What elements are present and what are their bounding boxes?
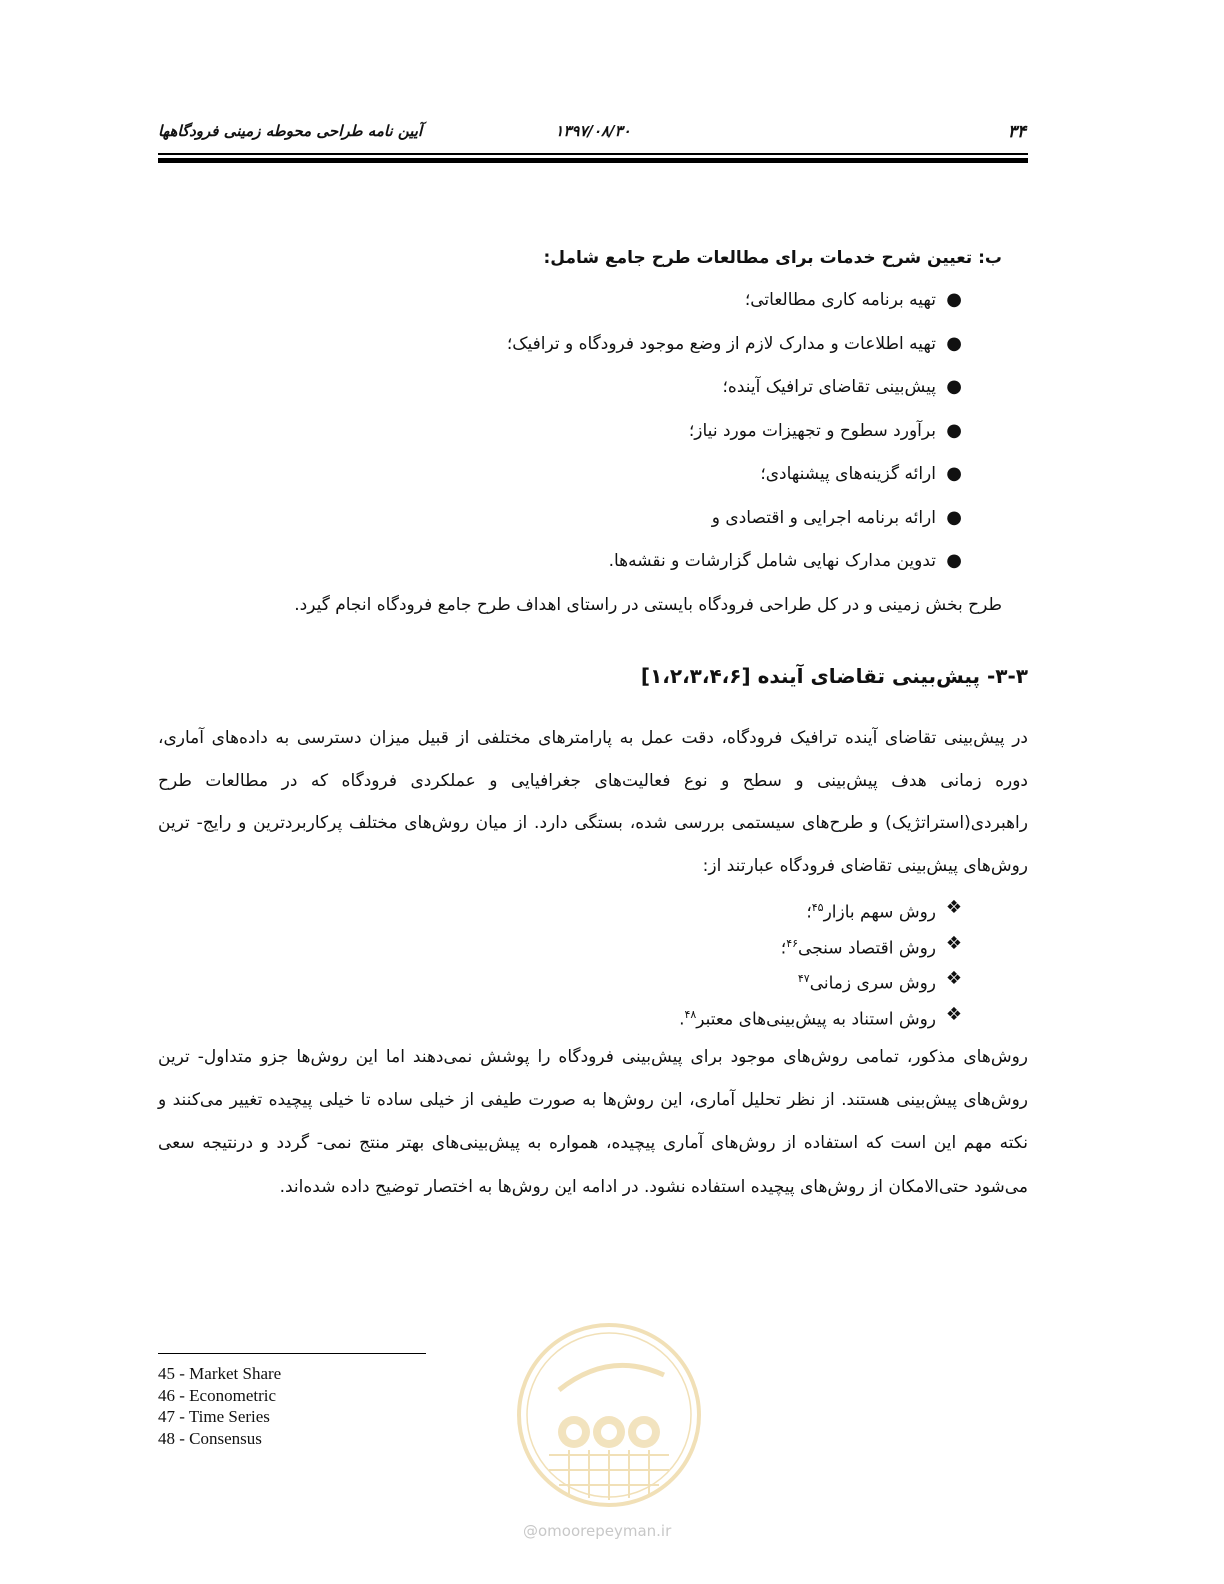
diamond-bullet-icon: ❖ [945, 968, 962, 989]
watermark-logo-icon [514, 1320, 704, 1510]
footnote-ref[interactable]: ۴۶ [786, 936, 799, 950]
section-heading: ۳-۳- پیش‌بینی تقاضای آینده [۱،۲،۳،۴،۶] [640, 664, 1028, 688]
bullet-dot-icon: ● [946, 376, 962, 397]
footnote-divider [158, 1353, 426, 1354]
header-rule-thick [158, 158, 1028, 163]
body-paragraph: روش‌های مذکور، تمامی روش‌های موجود برای پیش‌بینی فرودگاه را پوشش نمی‌دهند اما این روش‌ها جزو متداول- ترین روش‌های پیش‌بینی هستند. از نظر تحلیل آماری، این روش‌ها به صورت طیفی از خیلی ساده تا خیلی پیچیده تغییر می‌کنند و نکته مهم این است که استفاده از روش‌های آماری پیچیده، همواره به پیش‌بینی‌های بهتر منتج نمی- گردد و درنتیجه سعی می‌شود حتی‌الامکان از روش‌های پیچیده استفاده نشود. در ادامه این روش‌ها به اختصار توضیح داده شده‌اند. [158, 1047, 1028, 1197]
footnote-ref[interactable]: ۴۸ [684, 1007, 697, 1021]
list-item: ● تدوین مدارک نهایی شامل گزارشات و نقشه‌ها. [507, 546, 962, 590]
bullet-dot-icon: ● [946, 506, 962, 528]
bullet-dot-icon: ● [946, 463, 962, 484]
footnote: 46 - Econometric [158, 1385, 277, 1405]
section-b-heading: ب: تعیین شرح خدمات برای مطالعات طرح جامع شامل: [543, 248, 1002, 268]
footnote-ref[interactable]: ۴۷ [797, 972, 810, 985]
page-header [158, 118, 1028, 148]
services-list [507, 285, 962, 590]
list-item: ❖ روش سهم بازار$^{۴۵}$؛ [679, 892, 962, 928]
footnotes [158, 1363, 281, 1449]
footnote: 48 - Consensus [158, 1428, 262, 1448]
bullet-dot-icon: ● [946, 550, 962, 571]
diamond-bullet-icon: ❖ [945, 897, 962, 918]
section-b-closing: طرح بخش زمینی و در کل طراحی فرودگاه بایستی در راستای اهداف طرح جامع فرودگاه انجام گیرد. [294, 595, 1002, 615]
list-item: ● تهیه برنامه کاری مطالعاتی؛ [507, 285, 962, 329]
watermark-url: @omoorepeyman.ir [523, 1522, 672, 1540]
diamond-bullet-icon: ❖ [945, 1003, 962, 1025]
list-item: ❖ روش سری زمانی$^{۴۷}$ [679, 963, 962, 999]
header-date: ۱۳۹۷/۰۸/۳۰ [555, 122, 631, 140]
list-item: ● ارائه برنامه اجرایی و اقتصادی و [507, 503, 962, 547]
bullet-dot-icon: ● [946, 332, 962, 354]
list-item: ● ارائه گزینه‌های پیشنهادی؛ [507, 459, 962, 503]
page-number: ۳۴ [1007, 122, 1026, 142]
list-item: ● برآورد سطوح و تجهیزات مورد نیاز؛ [507, 416, 962, 460]
list-item: ❖ روش استناد به پیش‌بینی‌های معتبر$^{۴۸}$. [679, 999, 962, 1035]
bullet-dot-icon: ● [946, 419, 962, 441]
diamond-bullet-icon: ❖ [945, 932, 962, 954]
header-title: آیین نامه طراحی محوطه زمینی فرودگاهها [158, 122, 423, 140]
bullet-dot-icon: ● [946, 289, 962, 310]
footnote: 45 - Market Share [158, 1364, 282, 1383]
header-rule-thin [158, 153, 1028, 155]
list-item: ● تهیه اطلاعات و مدارک لازم از وضع موجود فرودگاه و ترافیک؛ [507, 329, 962, 373]
footnote-ref[interactable]: ۴۵ [811, 901, 824, 914]
methods-list [679, 892, 962, 1034]
list-item: ● پیش‌بینی تقاضای ترافیک آینده؛ [507, 372, 962, 416]
list-item: ❖ روش اقتصاد سنجی$^{۴۶}$؛ [679, 928, 962, 964]
intro-paragraph: در پیش‌بینی تقاضای آینده ترافیک فرودگاه، دقت عمل به پارامترهای مختلفی از قبیل میزان دسترسی به داده‌های آماری، دوره زمانی هدف پیش‌بینی و سطح و نوع فعالیت‌های جغرافیایی و عملکردی فرودگاه که در مطالعات طرح راهبردی(استراتژیک) و طرح‌های سیستمی بررسی شده، بستگی دارد. از میان روش‌های مختلف پرکاربردترین و رایج- ترین روش‌های پیش‌بینی تقاضای فرودگاه عبارتند از: [158, 728, 1028, 877]
footnote: 47 - Time Series [158, 1407, 270, 1427]
